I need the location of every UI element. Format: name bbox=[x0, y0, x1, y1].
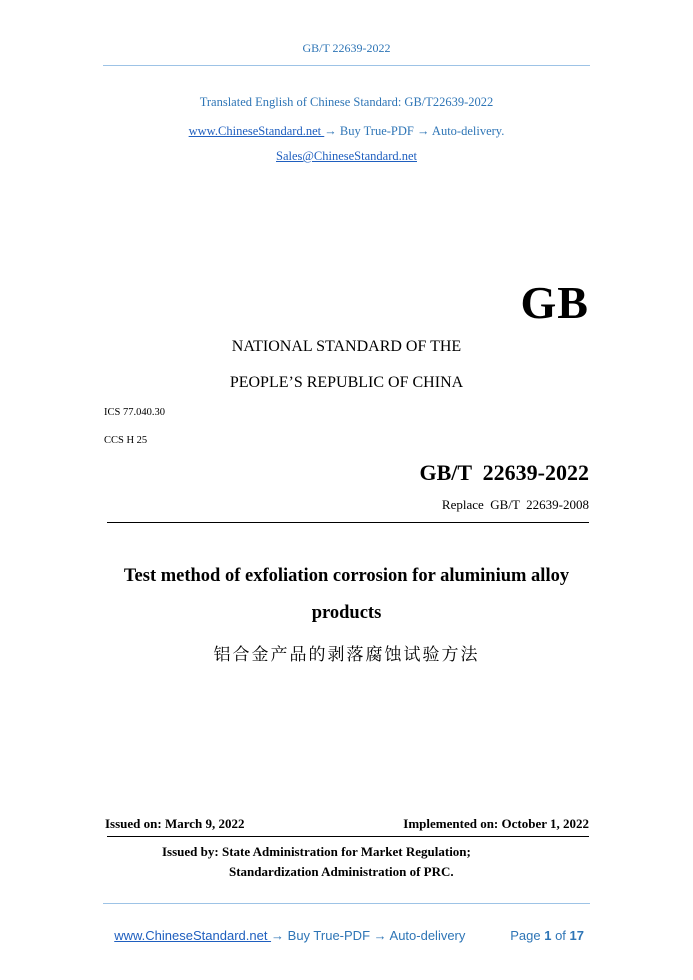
implemented-on-date: Implemented on: October 1, 2022 bbox=[403, 816, 589, 831]
document-title-line-1: Test method of exfoliation corrosion for aluminium alloy bbox=[123, 566, 570, 586]
page-indicator bbox=[503, 913, 584, 943]
footer-site-link[interactable]: www.ChineseStandard.net bbox=[114, 928, 272, 943]
gb-logo: GB bbox=[520, 277, 589, 328]
footer-auto-delivery-text: Auto-delivery bbox=[386, 928, 466, 943]
auto-delivery-text: Auto-delivery. bbox=[429, 124, 505, 138]
issued-by-line-1: Issued by: State Administration for Market Regulation; bbox=[162, 844, 471, 859]
footer-divider bbox=[103, 903, 590, 904]
footer-buy-text: Buy True-PDF bbox=[284, 928, 374, 943]
number-divider bbox=[107, 522, 589, 523]
arrow-right-icon: → bbox=[271, 928, 285, 943]
of-word: of bbox=[551, 928, 570, 943]
issued-on-date: Issued on: March 9, 2022 bbox=[105, 816, 245, 831]
dates-divider bbox=[107, 836, 589, 837]
replaces-standard: Replace GB/T 22639-2008 bbox=[441, 497, 589, 512]
arrow-right-icon: → bbox=[417, 124, 430, 138]
page-word: Page bbox=[510, 928, 545, 943]
email-link[interactable]: Sales@ChineseStandard.net bbox=[276, 149, 417, 163]
document-title-line-2: products bbox=[311, 603, 382, 623]
arrow-right-icon: → bbox=[324, 124, 337, 138]
translation-notice: Translated English of Chinese Standard: GB/T22639-2022 bbox=[199, 95, 494, 109]
ics-code: ICS 77.040.30 bbox=[104, 407, 165, 418]
promo-line bbox=[0, 124, 693, 139]
footer-promo bbox=[107, 913, 465, 943]
standard-number: GB/T 22639-2022 bbox=[419, 460, 589, 485]
national-standard-line-1: NATIONAL STANDARD OF THE bbox=[231, 338, 462, 355]
arrow-right-icon: → bbox=[373, 928, 387, 943]
buy-true-pdf-text: Buy True-PDF bbox=[336, 124, 417, 138]
email-line bbox=[0, 149, 693, 164]
page-total: 17 bbox=[569, 928, 584, 943]
issued-by-line-2: Standardization Administration of PRC. bbox=[229, 864, 454, 879]
chinese-title: 铝合金产品的剥落腐蚀试验方法 bbox=[213, 645, 480, 665]
header-divider bbox=[103, 65, 590, 66]
ccs-code: CCS H 25 bbox=[104, 435, 148, 446]
page-number: 1 bbox=[544, 928, 552, 943]
running-header: GB/T 22639-2022 bbox=[302, 41, 391, 55]
site-link[interactable]: www.ChineseStandard.net bbox=[188, 124, 325, 138]
national-standard-line-2: PEOPLE’S REPUBLIC OF CHINA bbox=[229, 374, 464, 391]
